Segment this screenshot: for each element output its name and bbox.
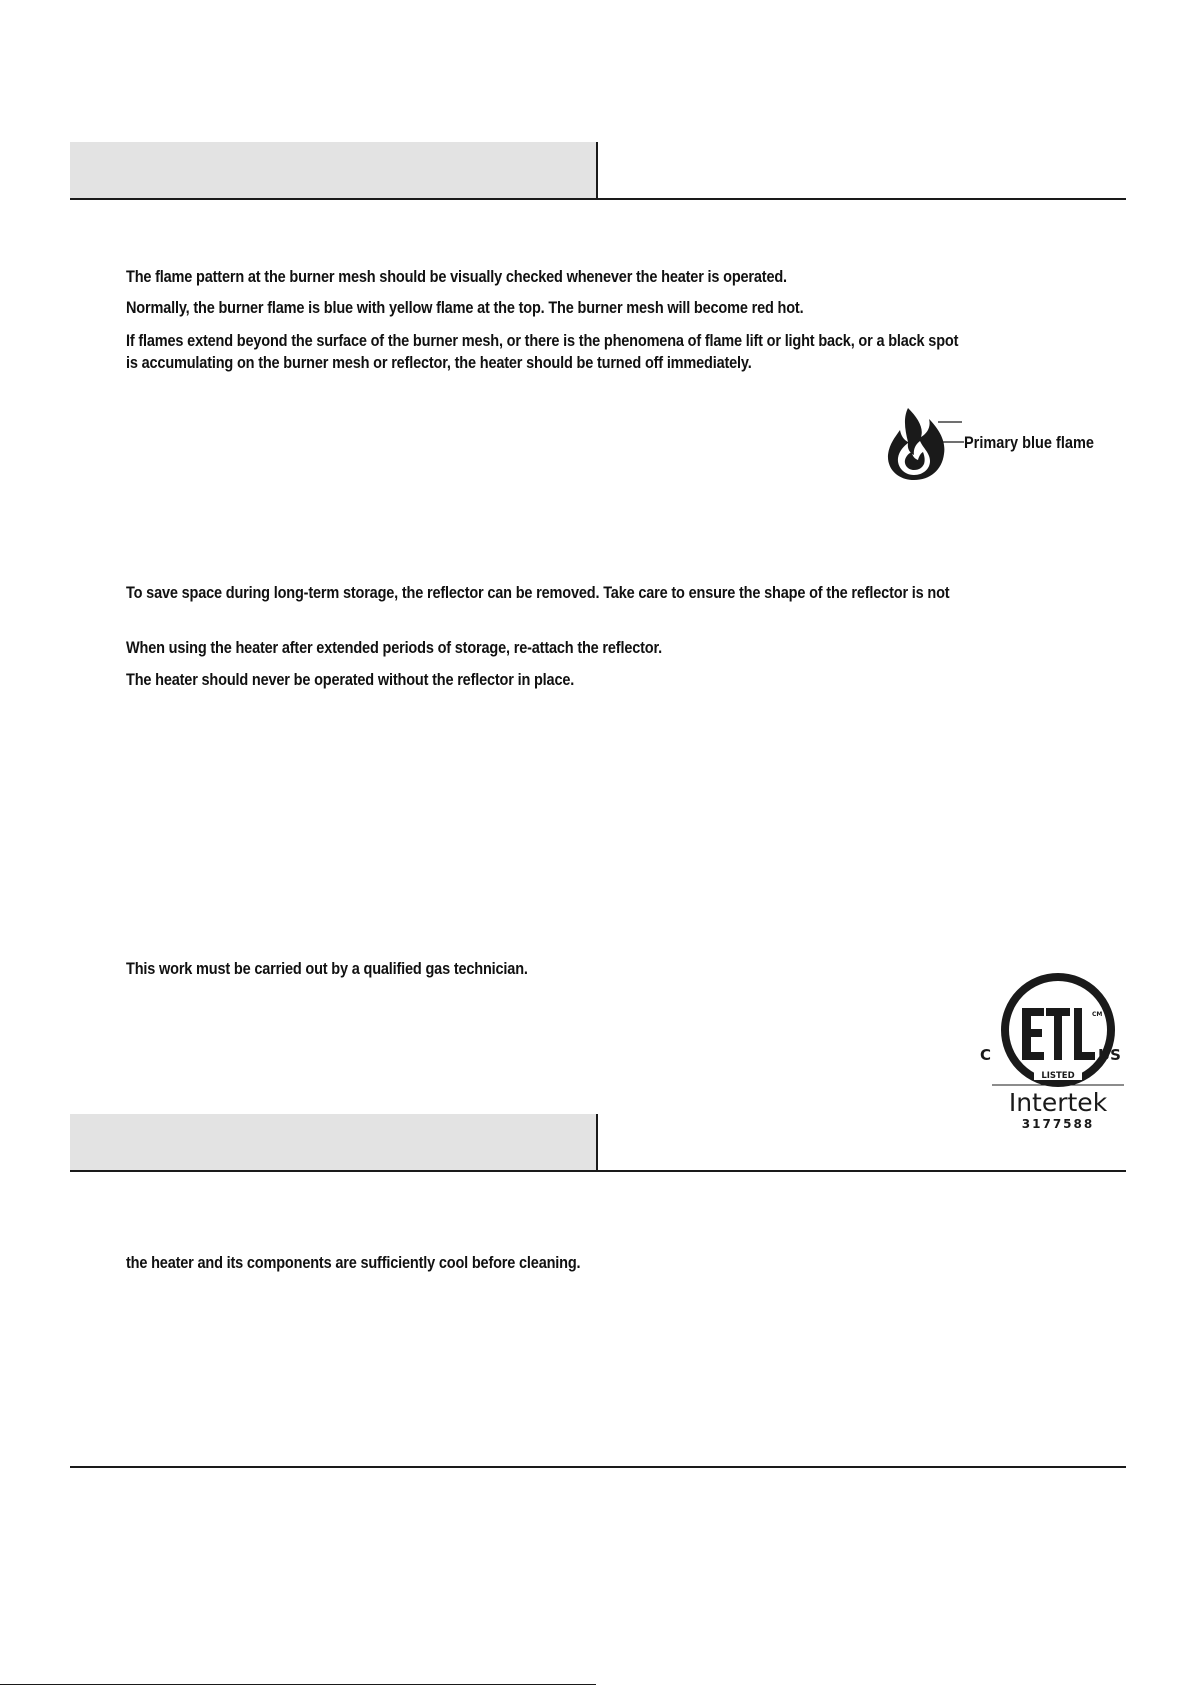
paragraph-flame-warning: If flames extend beyond the surface of the burner mesh, or there is the phenomena of flame lift or light back, or a black spot is accumulating on the burner mesh or reflector, the heater should be turned off immediately. bbox=[126, 332, 959, 372]
flame-icon bbox=[884, 406, 964, 482]
paragraph-storage-reattach: When using the heater after extended periods of storage, re-attach the reflector. bbox=[126, 639, 663, 657]
section-header-shade bbox=[70, 1114, 598, 1170]
etl-us-letters: US bbox=[1098, 1046, 1121, 1064]
section-header-shade bbox=[70, 142, 598, 198]
paragraph-flame-check: The flame pattern at the burner mesh should be visually checked whenever the heater is operated. bbox=[126, 268, 787, 286]
etl-cm-text: CM bbox=[1092, 1011, 1103, 1018]
paragraph-storage-warning: The heater should never be operated without the reflector in place. bbox=[126, 671, 575, 689]
paragraph-cleaning: the heater and its components are sufficiently cool before cleaning. bbox=[126, 1254, 581, 1272]
paragraph-technician: This work must be carried out by a qualified gas technician. bbox=[126, 960, 528, 978]
etl-listed-text: LISTED bbox=[1041, 1071, 1075, 1081]
flame-label-primary-blue: Primary blue flame bbox=[964, 434, 1094, 452]
intertek-brand-text: Intertek bbox=[1008, 1088, 1108, 1117]
section-header-2 bbox=[70, 1114, 1126, 1172]
intertek-number-text: 3177588 bbox=[1021, 1117, 1095, 1131]
section-header-1 bbox=[70, 142, 1126, 200]
flame-diagram bbox=[884, 406, 1114, 482]
paragraph-flame-normal: Normally, the burner flame is blue with yellow flame at the top. The burner mesh will become red hot. bbox=[126, 299, 804, 317]
etl-c-letter: C bbox=[980, 1046, 992, 1064]
bottom-divider bbox=[70, 1466, 1126, 1468]
paragraph-storage-reflector: To save space during long-term storage, the reflector can be removed. Take care to ensure the shape of the reflector is not bbox=[126, 584, 950, 602]
etl-listed-mark bbox=[978, 968, 1136, 1138]
